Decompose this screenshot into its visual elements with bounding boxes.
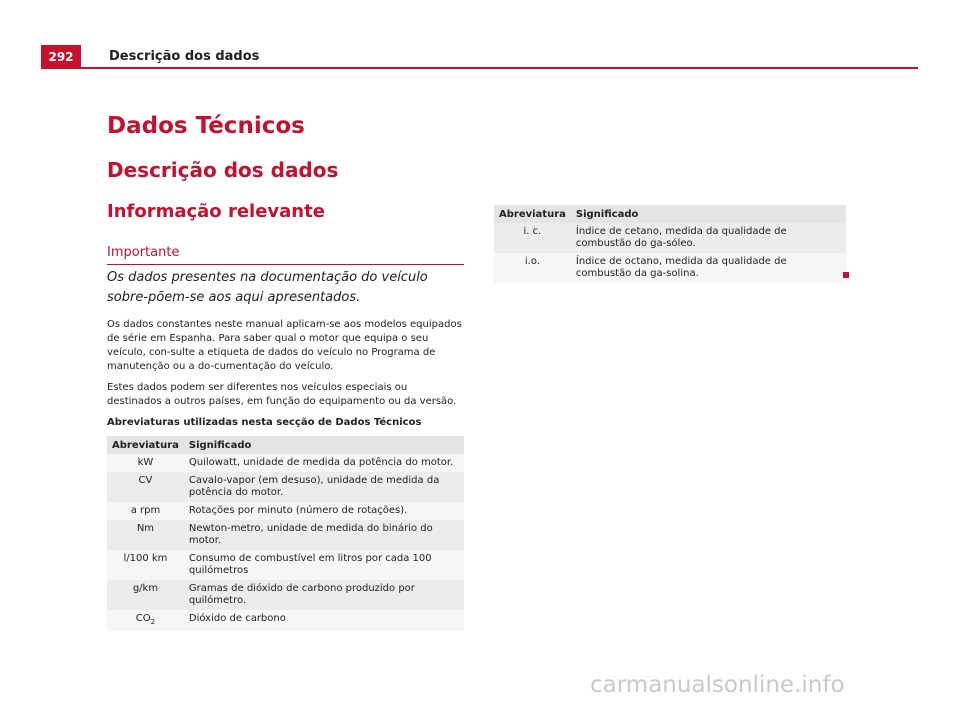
abbreviation-cell: l/100 km bbox=[107, 550, 184, 580]
running-title: Descrição dos dados bbox=[109, 49, 260, 64]
meaning-cell: Consumo de combustível em litros por cada 100 quilómetros bbox=[184, 550, 464, 580]
meaning-cell: Índice de cetano, medida da qualidade de combustão do ga-sóleo. bbox=[571, 223, 846, 253]
column-header-abbreviation: Abreviatura bbox=[107, 436, 184, 454]
watermark: carmanualsonline.info bbox=[590, 672, 845, 698]
meaning-cell: Rotações por minuto (número de rotações). bbox=[184, 502, 464, 520]
abbreviation-base: CO bbox=[135, 613, 151, 624]
table-header-row bbox=[107, 436, 464, 454]
section-end-marker bbox=[843, 272, 849, 278]
abbreviation-cell: a rpm bbox=[107, 502, 184, 520]
subsection-title: Informação relevante bbox=[107, 201, 325, 222]
column-header-meaning: Significado bbox=[571, 205, 846, 223]
meaning-cell: Newton-metro, unidade de medida do binário do motor. bbox=[184, 520, 464, 550]
abbreviations-table bbox=[107, 436, 464, 631]
abbreviation-cell: Nm bbox=[107, 520, 184, 550]
page-header bbox=[41, 45, 918, 69]
table-row bbox=[107, 520, 464, 550]
table-intro: Abreviaturas utilizadas nesta secção de Dados Técnicos bbox=[107, 417, 422, 428]
body-paragraph-1: Os dados constantes neste manual aplicam-se aos modelos equipados de série em Espanha. Para saber qual o motor que equipa o seu veículo, con-sulte a etiqueta de dados do veículo no Programa de manutenção ou a do-cumentação do veículo. bbox=[107, 319, 462, 372]
meaning-cell: Dióxido de carbono bbox=[184, 610, 464, 631]
chapter-title: Dados Técnicos bbox=[107, 113, 305, 139]
table-row bbox=[107, 580, 464, 610]
meaning-cell: Cavalo-vapor (em desuso), unidade de medida da potência do motor. bbox=[184, 472, 464, 502]
important-label: Importante bbox=[107, 245, 464, 265]
abbreviations-table-continued bbox=[494, 205, 846, 283]
meaning-cell: Índice de octano, medida da qualidade de combustão da ga-solina. bbox=[571, 253, 846, 283]
table-row bbox=[107, 550, 464, 580]
section-title: Descrição dos dados bbox=[107, 158, 339, 182]
meaning-cell: Quilowatt, unidade de medida da potência do motor. bbox=[184, 454, 464, 472]
page-number: 292 bbox=[41, 45, 81, 67]
table-row bbox=[107, 472, 464, 502]
table-row bbox=[107, 502, 464, 520]
table-row bbox=[107, 610, 464, 631]
table-header-row bbox=[494, 205, 846, 223]
abbreviation-cell: CV bbox=[107, 472, 184, 502]
abbreviation-subscript: 2 bbox=[150, 618, 156, 626]
meaning-cell: Gramas de dióxido de carbono produzido por quilómetro. bbox=[184, 580, 464, 610]
important-text: Os dados presentes na documentação do veículo sobre-põem-se aos aqui apresentados. bbox=[107, 270, 428, 305]
abbreviation-cell: i. c. bbox=[494, 223, 571, 253]
column-header-abbreviation: Abreviatura bbox=[494, 205, 571, 223]
table-row bbox=[494, 223, 846, 253]
abbreviation-cell: i.o. bbox=[494, 253, 571, 283]
abbreviation-cell bbox=[107, 610, 184, 631]
table-row bbox=[107, 454, 464, 472]
table-row bbox=[494, 253, 846, 283]
column-header-meaning: Significado bbox=[184, 436, 464, 454]
body-paragraph-2: Estes dados podem ser diferentes nos veículos especiais ou destinados a outros países, em função do equipamento ou da versão. bbox=[107, 382, 457, 407]
abbreviation-cell: g/km bbox=[107, 580, 184, 610]
abbreviation-cell: kW bbox=[107, 454, 184, 472]
